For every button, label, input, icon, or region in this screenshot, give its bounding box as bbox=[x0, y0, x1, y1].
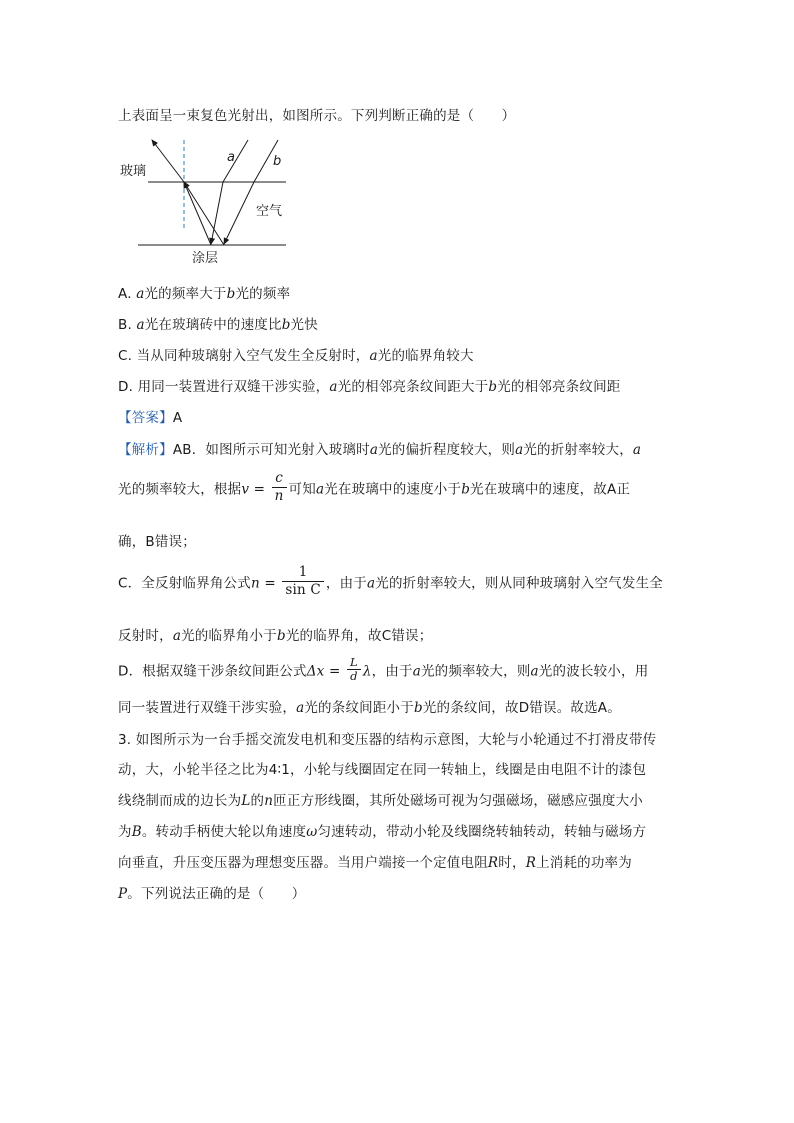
label-air: 空气 bbox=[256, 204, 283, 219]
answer-value: A bbox=[172, 410, 183, 426]
ray-b-reflected bbox=[184, 182, 224, 245]
label-coating: 涂层 bbox=[192, 251, 219, 266]
analysis-line-2: 光的频率较大，根据v = $\frac{c}{n}$ 可知a光在玻璃中的速度小于b光在玻璃中的速度，故A正 bbox=[118, 470, 631, 504]
option-c: C. 当从同种玻璃射入空气发生全反射时，a光的临界角较大 bbox=[118, 348, 474, 364]
ray-emerging bbox=[152, 140, 184, 182]
question-intro: 上表面呈一束复色光射出，如图所示。下列判断正确的是（ ） bbox=[118, 108, 516, 124]
option-d: D. 用同一装置进行双缝干涉实验，a光的相邻亮条纹间距大于b光的相邻亮条纹间距 bbox=[118, 379, 621, 395]
analysis-line-7: 同一装置进行双缝干涉实验，a光的条纹间距小于b光的条纹间，故D错误。故选A。 bbox=[118, 700, 621, 716]
formula-fringe-spacing: $\frac{L}{d}$ bbox=[347, 656, 361, 683]
q3-line-4: 为B。转动手柄使大轮以角速度ω匀速转动，带动小轮及线圈绕转轴转动，转轴与磁场方 bbox=[118, 824, 647, 840]
q3-line-1: 3. 如图所示为一台手摇交流发电机和变压器的结构示意图，大轮与小轮通过不打滑皮带传 bbox=[118, 732, 657, 748]
label-ray-b: b bbox=[273, 154, 282, 169]
q3-line-6: P。下列说法正确的是（ ） bbox=[118, 886, 306, 902]
analysis-line-3: 确，B错误； bbox=[118, 534, 196, 550]
label-glass: 玻璃 bbox=[120, 164, 147, 179]
label-ray-a: a bbox=[227, 150, 235, 165]
analysis-line-6: D．根据双缝干涉条纹间距公式Δx = $\frac{L}{d}$ λ，由于a光的频率较大，则a光的波长较小，用 bbox=[118, 655, 649, 683]
ray-b-refracted bbox=[224, 182, 254, 244]
answer-label: 【答案】 bbox=[118, 410, 173, 426]
option-a: A. a光的频率大于b光的频率 bbox=[118, 286, 291, 302]
q3-line-5: 向垂直，升压变压器为理想变压器。当用户端接一个定值电阻R时，R上消耗的功率为 bbox=[118, 855, 632, 871]
answer-line bbox=[118, 406, 182, 426]
analysis-line-4: C．全反射临界角公式n = $\frac{1}{\text{sin C}}$ ，由于a光的折射率较大，则从同种玻璃射入空气发生全 bbox=[118, 564, 663, 598]
q3-line-2: 动，大，小轮半径之比为4∶1，小轮与线圈固定在同一转轴上，线圈是由电阻不计的漆包 bbox=[118, 762, 647, 778]
ray-a-reflected bbox=[184, 182, 211, 245]
optics-diagram bbox=[118, 136, 298, 266]
option-b: B. a光在玻璃砖中的速度比b光快 bbox=[118, 317, 318, 333]
q3-line-3: 线绕制而成的边长为L的n匝正方形线圈，其所处磁场可视为匀强磁场，磁感应强度大小 bbox=[118, 793, 643, 809]
analysis-label: 【解析】 bbox=[118, 442, 173, 458]
analysis-line-5: 反射时，a光的临界角小于b光的临界角，故C错误； bbox=[118, 628, 433, 644]
analysis-line-1: 【解析】AB．如图所示可知光射入玻璃时a光的偏折程度较大，则a光的折射率较大，a bbox=[118, 442, 642, 458]
formula-critical-angle: $\frac{1}{\text{sin C}}$ bbox=[282, 564, 324, 599]
formula-v-equals-c-over-n: $\frac{c}{n}$ bbox=[272, 470, 287, 505]
